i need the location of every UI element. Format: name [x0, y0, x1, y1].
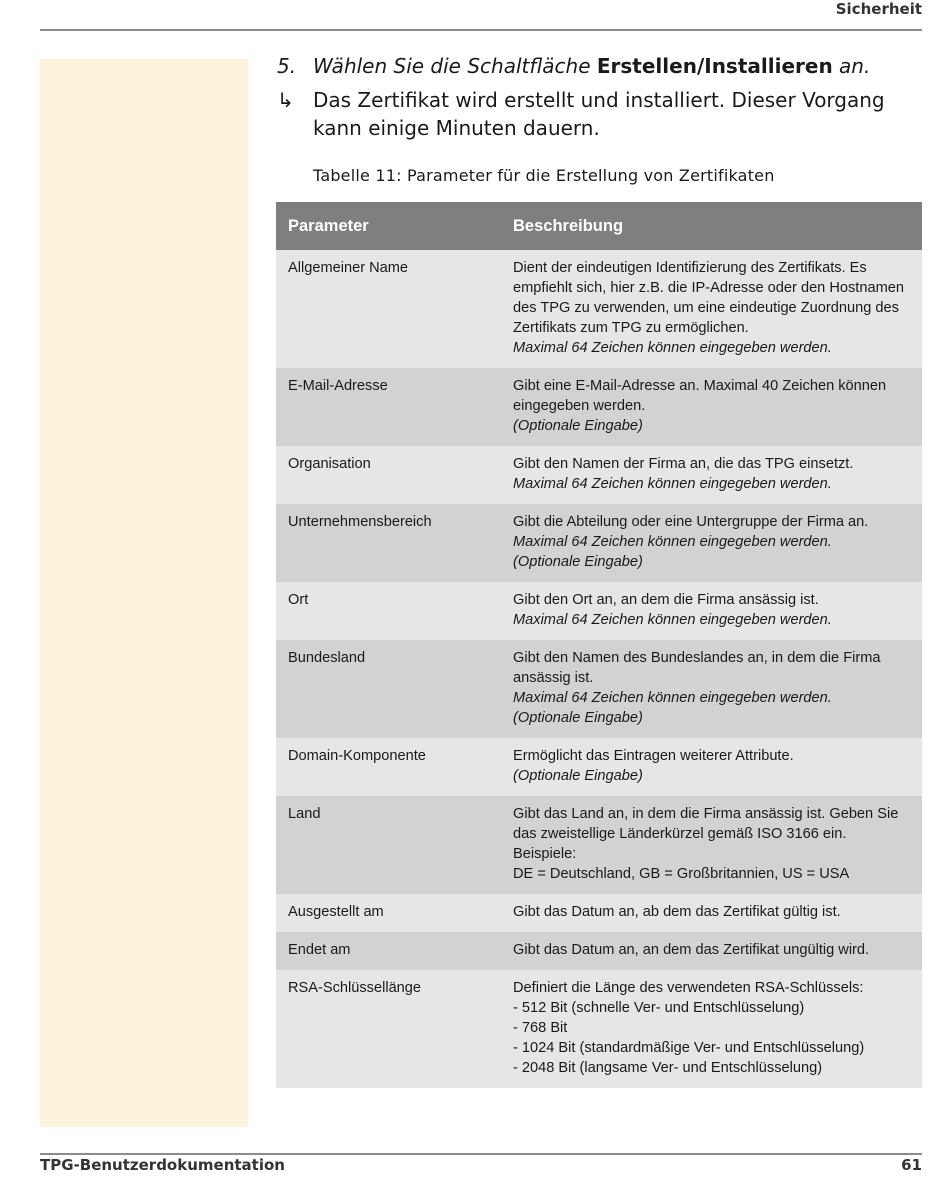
parameter-table — [276, 202, 922, 1088]
description-note: Maximal 64 Zeichen können eingegeben werden. — [513, 340, 832, 356]
page-number: 61 — [901, 1156, 922, 1174]
parameter-name: Allgemeiner Name — [276, 250, 501, 368]
header-divider — [40, 29, 922, 31]
table-row — [276, 932, 922, 970]
description-line: - 512 Bit (schnelle Ver- und Entschlüsselung) — [513, 1000, 805, 1016]
description-line: Gibt den Ort an, an dem die Firma ansässig ist. — [513, 592, 819, 608]
table-row — [276, 446, 922, 504]
table-row — [276, 582, 922, 640]
description-line: Ermöglicht das Eintragen weiterer Attribute. — [513, 748, 794, 764]
description-line: Gibt eine E-Mail-Adresse an. Maximal 40 Zeichen können eingegeben werden. — [513, 378, 887, 414]
table-row — [276, 796, 922, 894]
parameter-description — [501, 446, 922, 504]
parameter-description — [501, 970, 922, 1088]
parameter-description — [501, 582, 922, 640]
description-line: - 768 Bit — [513, 1020, 568, 1036]
description-line: Gibt das Datum an, an dem das Zertifikat ungültig wird. — [513, 942, 870, 958]
description-note: Maximal 64 Zeichen können eingegeben werden. — [513, 612, 832, 628]
parameter-description — [501, 368, 922, 446]
step-result — [277, 86, 927, 142]
table-header-row — [276, 202, 922, 250]
parameter-name: Unternehmensbereich — [276, 504, 501, 582]
description-note: Maximal 64 Zeichen können eingegeben werden. — [513, 476, 832, 492]
table-row — [276, 640, 922, 738]
parameter-description — [501, 250, 922, 368]
table-row — [276, 894, 922, 932]
parameter-name: RSA-Schlüssellänge — [276, 970, 501, 1088]
table-body — [276, 250, 922, 1088]
parameter-name: Ort — [276, 582, 501, 640]
table-row — [276, 970, 922, 1088]
parameter-description — [501, 932, 922, 970]
description-note: (Optionale Eingabe) — [513, 418, 643, 434]
parameter-name: Bundesland — [276, 640, 501, 738]
step-number: 5. — [277, 54, 297, 78]
parameter-description — [501, 796, 922, 894]
description-note: (Optionale Eingabe) — [513, 710, 643, 726]
table-row — [276, 738, 922, 796]
table-row — [276, 504, 922, 582]
description-line: Gibt den Namen der Firma an, die das TPG einsetzt. — [513, 456, 854, 472]
parameter-description — [501, 504, 922, 582]
parameter-name: Ausgestellt am — [276, 894, 501, 932]
section-title: Sicherheit — [835, 0, 922, 18]
description-line: - 2048 Bit (langsame Ver- und Entschlüsselung) — [513, 1060, 823, 1076]
parameter-name: Endet am — [276, 932, 501, 970]
step-button-name: Erstellen/Installieren — [596, 54, 833, 78]
parameter-name: Land — [276, 796, 501, 894]
column-header-parameter: Parameter — [276, 202, 501, 250]
description-note: (Optionale Eingabe) — [513, 768, 643, 784]
result-arrow-icon: ↳ — [277, 88, 294, 112]
description-line: Gibt das Datum an, ab dem das Zertifikat gültig ist. — [513, 904, 841, 920]
description-line: Dient der eindeutigen Identifizierung des Zertifikats. Es empfiehlt sich, hier z.B. die IP-Adresse oder den Hostnamen des TPG zu verwenden, um eine eindeutige Zuordnung des Zertifikats zum TPG zu ermöglichen. — [513, 260, 904, 336]
step-text-before: Wählen Sie die Schaltfläche — [313, 54, 597, 78]
table-row — [276, 368, 922, 446]
footer-divider — [40, 1153, 922, 1155]
table-row — [276, 250, 922, 368]
description-line: - 1024 Bit (standardmäßige Ver- und Entschlüsselung) — [513, 1040, 865, 1056]
column-header-description: Beschreibung — [501, 202, 922, 250]
table-caption: Tabelle 11: Parameter für die Erstellung von Zertifikaten — [313, 166, 775, 185]
parameter-description — [501, 894, 922, 932]
margin-sidebar — [40, 59, 248, 1127]
description-line: Gibt das Land an, in dem die Firma ansässig ist. Geben Sie das zweistellige Länderkürzel gemäß ISO 3166 ein. — [513, 806, 899, 842]
description-note: (Optionale Eingabe) — [513, 554, 643, 570]
instruction-step — [277, 54, 870, 78]
parameter-name: Domain-Komponente — [276, 738, 501, 796]
description-line: Definiert die Länge des verwendeten RSA-Schlüssels: — [513, 980, 864, 996]
description-line: Beispiele: — [513, 846, 577, 862]
description-line: DE = Deutschland, GB = Großbritannien, US = USA — [513, 866, 850, 882]
parameter-name: Organisation — [276, 446, 501, 504]
parameter-description — [501, 640, 922, 738]
description-line: Gibt die Abteilung oder eine Untergruppe der Firma an. — [513, 514, 869, 530]
parameter-description — [501, 738, 922, 796]
result-text: Das Zertifikat wird erstellt und installiert. Dieser Vorgang kann einige Minuten dauern. — [313, 88, 885, 140]
step-text-after: an. — [832, 54, 871, 78]
document-title: TPG-Benutzerdokumentation — [40, 1156, 285, 1174]
parameter-name: E-Mail-Adresse — [276, 368, 501, 446]
description-line: Gibt den Namen des Bundeslandes an, in dem die Firma ansässig ist. — [513, 650, 881, 686]
description-note: Maximal 64 Zeichen können eingegeben werden. — [513, 534, 832, 550]
description-note: Maximal 64 Zeichen können eingegeben werden. — [513, 690, 832, 706]
